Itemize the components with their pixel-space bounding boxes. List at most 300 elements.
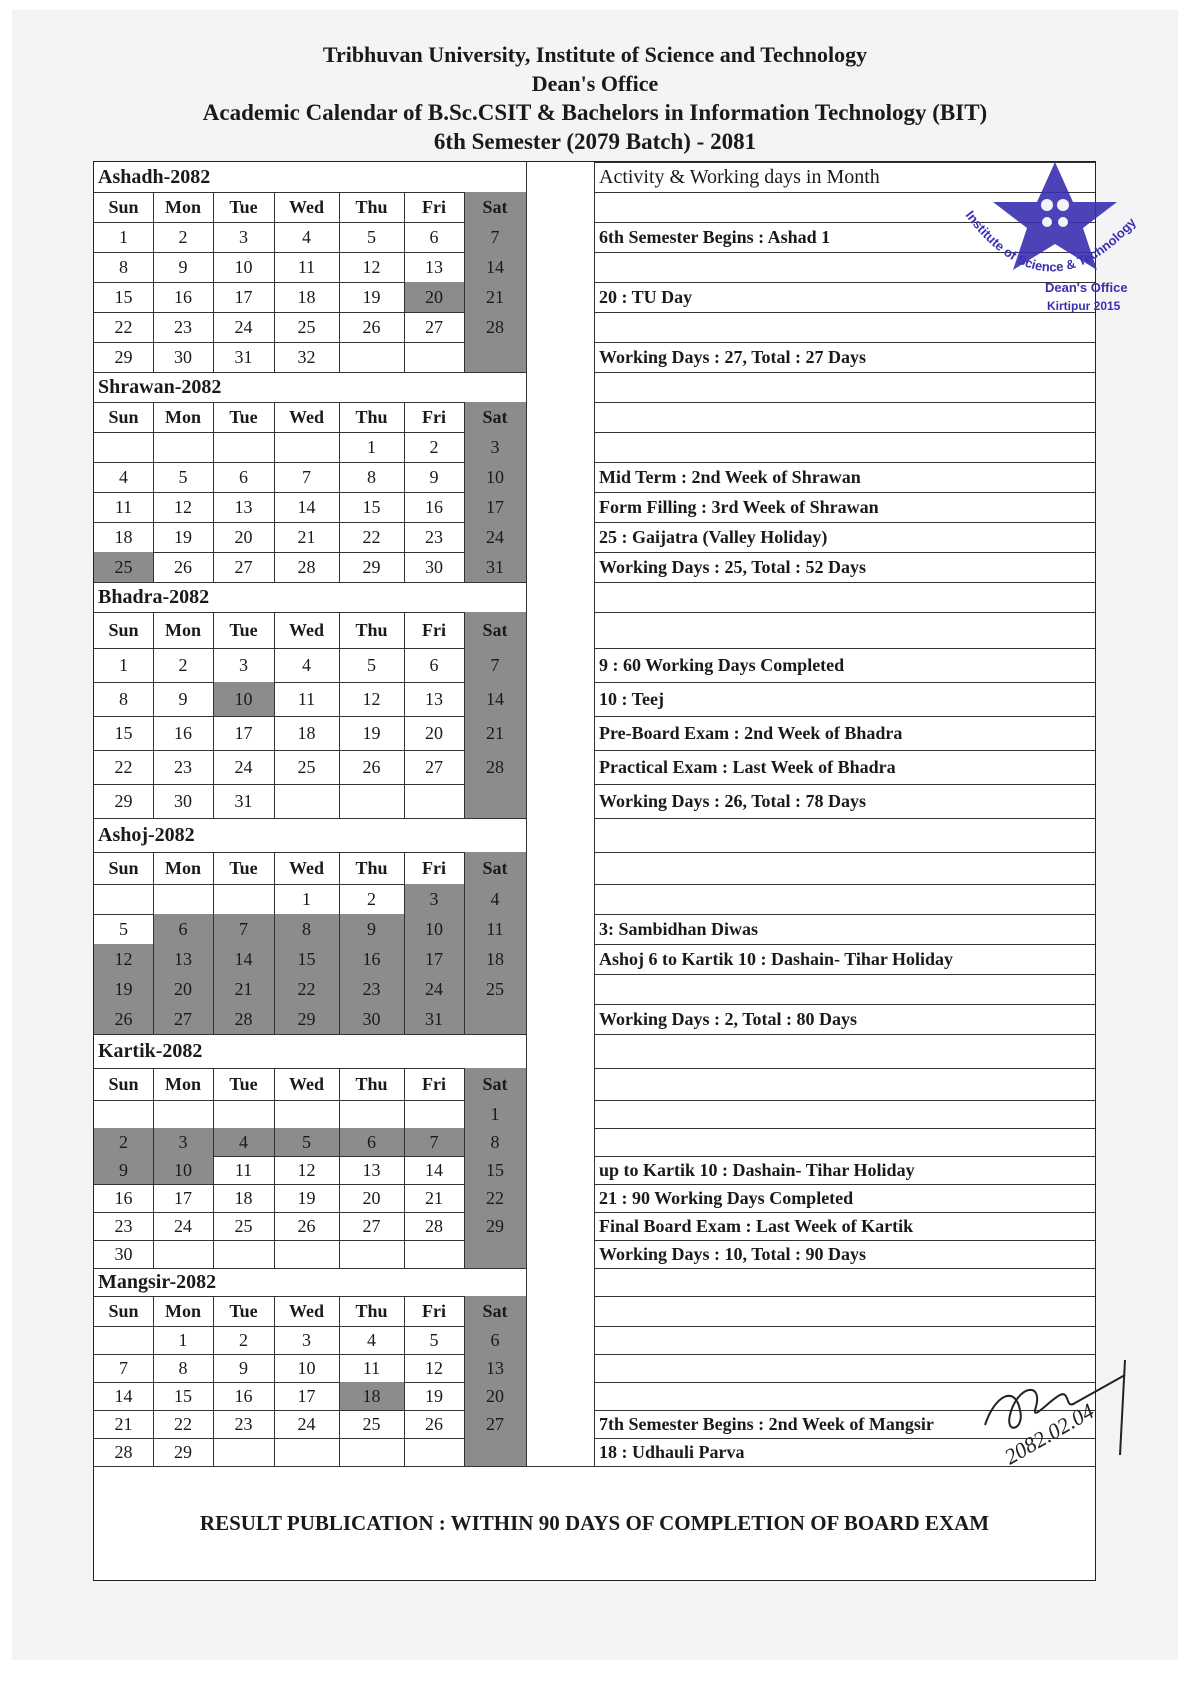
- day-cell: 3: [302, 1329, 311, 1350]
- day-cell: 19: [174, 526, 192, 547]
- grid-line: [274, 192, 275, 372]
- day-cell: 30: [339, 1004, 404, 1034]
- day-cell: 16: [234, 1385, 253, 1406]
- day-cell: 1: [464, 1100, 526, 1128]
- day-cell: 1: [302, 888, 311, 909]
- day-cell: 5: [274, 1128, 339, 1156]
- activity-text: 10 : Teej: [599, 688, 664, 709]
- day-cell: 3: [239, 654, 248, 675]
- deans-office-stamp: [935, 160, 1175, 330]
- day-cell: 21: [213, 974, 274, 1004]
- day-header-fri: Fri: [422, 406, 446, 427]
- day-cell: [94, 1326, 153, 1354]
- day-cell: 1: [119, 226, 128, 247]
- day-cell: 22: [114, 756, 133, 777]
- day-cell: 18: [297, 722, 316, 743]
- day-cell: 17: [297, 1385, 316, 1406]
- day-cell: 24: [404, 974, 464, 1004]
- day-cell: 11: [234, 1159, 253, 1180]
- day-cell: [274, 1438, 339, 1466]
- day-cell: 8: [119, 688, 128, 709]
- grid-line: [274, 1068, 275, 1268]
- day-cell: 14: [425, 1159, 443, 1180]
- day-cell: 14: [213, 944, 274, 974]
- activity-text: Mid Term : 2nd Week of Shrawan: [599, 466, 861, 487]
- day-cell: 26: [94, 1004, 153, 1034]
- day-cell: 3: [153, 1128, 213, 1156]
- grid-line: [594, 818, 1095, 819]
- day-cell: 22: [362, 526, 381, 547]
- day-cell: 10: [297, 1357, 316, 1378]
- grid-line: [94, 1466, 1095, 1467]
- activity-text: Working Days : 2, Total : 80 Days: [599, 1008, 858, 1029]
- day-cell: 9: [178, 688, 188, 709]
- grid-line: [404, 1296, 405, 1466]
- academic-calendar-table: [93, 161, 1099, 1581]
- day-cell: 18: [234, 1187, 253, 1208]
- month-title: Shrawan-2082: [98, 375, 222, 398]
- day-cell: 10: [153, 1156, 213, 1184]
- day-cell: 20: [425, 722, 443, 743]
- activity-text: Working Days : 25, Total : 52 Days: [599, 556, 867, 577]
- grid-line: [464, 1068, 465, 1268]
- day-header-wed: Wed: [288, 1073, 324, 1094]
- day-header-mon: Mon: [165, 406, 201, 427]
- day-cell: 25: [234, 1215, 253, 1236]
- day-cell: 30: [174, 346, 192, 367]
- day-header-thu: Thu: [355, 196, 388, 217]
- activity-text: 25 : Gaijatra (Valley Holiday): [599, 526, 828, 547]
- day-cell: 24: [297, 1413, 316, 1434]
- day-cell: 18: [114, 526, 133, 547]
- grid-line: [594, 682, 1095, 683]
- day-cell: 7: [119, 1357, 128, 1378]
- day-cell: 25: [464, 974, 526, 1004]
- day-cell: 11: [114, 496, 133, 517]
- day-cell: 28: [114, 1441, 133, 1462]
- day-header-sun: Sun: [108, 196, 139, 217]
- day-cell: 12: [297, 1159, 316, 1180]
- day-header-sun: Sun: [108, 406, 139, 427]
- day-header-sun: Sun: [108, 619, 139, 640]
- grid-line: [153, 192, 154, 372]
- day-header-wed: Wed: [288, 619, 324, 640]
- grid-line: [404, 402, 405, 582]
- day-cell: 10: [464, 462, 526, 492]
- stamp-place: Kirtipur 2015: [1047, 299, 1121, 313]
- grid-line: [594, 432, 1095, 433]
- day-cell: 13: [234, 496, 253, 517]
- day-cell: 22: [464, 1184, 526, 1212]
- day-header-tue: Tue: [229, 196, 258, 217]
- grid-line: [594, 852, 1095, 853]
- day-header-thu: Thu: [355, 1073, 388, 1094]
- grid-line: [526, 192, 527, 372]
- day-cell: 5: [367, 654, 376, 675]
- grid-line: [594, 582, 1095, 583]
- day-cell: 19: [94, 974, 153, 1004]
- day-cell: 13: [362, 1159, 381, 1180]
- day-cell: [464, 342, 526, 372]
- grid-line: [464, 192, 465, 372]
- grid-line: [153, 612, 154, 818]
- day-cell: [339, 1240, 404, 1268]
- day-cell: [213, 884, 274, 914]
- grid-line: [594, 1268, 1095, 1269]
- day-header-mon: Mon: [165, 857, 201, 878]
- day-cell: 28: [464, 750, 526, 784]
- activity-text: Final Board Exam : Last Week of Kartik: [599, 1215, 914, 1236]
- day-cell: 12: [425, 1357, 443, 1378]
- day-cell: 2: [239, 1329, 248, 1350]
- day-cell: 29: [114, 790, 133, 811]
- day-cell: [274, 1100, 339, 1128]
- day-cell: 15: [174, 1385, 192, 1406]
- day-cell: 6: [429, 226, 439, 247]
- day-cell: 20: [464, 1382, 526, 1410]
- month-title: Ashoj-2082: [98, 823, 195, 846]
- day-cell: [153, 1100, 213, 1128]
- grid-line: [526, 1068, 527, 1268]
- day-cell: [339, 1100, 404, 1128]
- day-cell: [404, 342, 464, 372]
- day-cell: 20: [153, 974, 213, 1004]
- day-header-sat: Sat: [464, 1068, 526, 1100]
- grid-line: [594, 1034, 1095, 1035]
- day-cell: [213, 432, 274, 462]
- day-cell: 32: [297, 346, 316, 367]
- grid-line: [526, 612, 527, 818]
- day-cell: 24: [234, 756, 253, 777]
- day-cell: [213, 1100, 274, 1128]
- day-cell: 6: [339, 1128, 404, 1156]
- day-cell: 4: [302, 654, 311, 675]
- day-cell: 9: [239, 1357, 248, 1378]
- day-cell: 19: [362, 286, 381, 307]
- activity-text: up to Kartik 10 : Dashain- Tihar Holiday: [599, 1159, 915, 1180]
- day-cell: 31: [234, 790, 253, 811]
- day-cell: 9: [178, 256, 188, 277]
- grid-line: [594, 1128, 1095, 1129]
- day-cell: 11: [464, 914, 526, 944]
- grid-line: [594, 162, 595, 1466]
- day-cell: 3: [464, 432, 526, 462]
- day-cell: 25: [362, 1413, 381, 1434]
- day-cell: 29: [174, 1441, 192, 1462]
- day-cell: 29: [362, 556, 381, 577]
- university-title: Tribhuvan University, Institute of Science and Technology: [322, 42, 868, 67]
- day-cell: 26: [362, 756, 381, 777]
- day-cell: 28: [464, 312, 526, 342]
- day-header-wed: Wed: [288, 1300, 324, 1321]
- day-cell: 1: [367, 436, 376, 457]
- day-cell: 4: [213, 1128, 274, 1156]
- day-header-mon: Mon: [165, 1300, 201, 1321]
- document-header: [0, 40, 1190, 156]
- grid-line: [213, 192, 214, 372]
- day-cell: 21: [114, 1413, 133, 1434]
- day-cell: 15: [114, 286, 133, 307]
- day-cell: 11: [362, 1357, 381, 1378]
- grid-line: [153, 1068, 154, 1268]
- day-cell: 25: [297, 316, 316, 337]
- day-header-sat: Sat: [464, 1296, 526, 1326]
- day-cell: 14: [464, 252, 526, 282]
- day-cell: 2: [94, 1128, 153, 1156]
- day-cell: 6: [153, 914, 213, 944]
- day-cell: 21: [464, 716, 526, 750]
- grid-line: [526, 162, 527, 192]
- day-cell: 14: [297, 496, 316, 517]
- day-header-tue: Tue: [229, 1073, 258, 1094]
- day-header-mon: Mon: [165, 619, 201, 640]
- day-cell: 16: [425, 496, 443, 517]
- activity-text: 7th Semester Begins : 2nd Week of Mangsir: [599, 1413, 934, 1434]
- day-cell: 15: [114, 722, 133, 743]
- grid-line: [274, 612, 275, 818]
- activity-text: Working Days : 26, Total : 78 Days: [599, 790, 867, 811]
- day-cell: 27: [153, 1004, 213, 1034]
- day-cell: 23: [425, 526, 443, 547]
- day-cell: 16: [339, 944, 404, 974]
- activity-text: 18 : Udhauli Parva: [599, 1441, 745, 1462]
- day-header-sat: Sat: [464, 852, 526, 884]
- day-cell: 30: [425, 556, 443, 577]
- day-cell: 17: [404, 944, 464, 974]
- day-cell: 23: [234, 1413, 253, 1434]
- stamp-text: Institute of Science & Technology: [962, 207, 1139, 275]
- day-cell: 9: [94, 1156, 153, 1184]
- day-cell: 18: [297, 286, 316, 307]
- month-title: Kartik-2082: [98, 1039, 203, 1062]
- day-cell: 25: [297, 756, 316, 777]
- day-header-sat: Sat: [464, 402, 526, 432]
- day-cell: 25: [94, 552, 153, 582]
- day-cell: 7: [404, 1128, 464, 1156]
- activity-text: Working Days : 27, Total : 27 Days: [599, 346, 867, 367]
- day-cell: 10: [213, 682, 274, 716]
- day-cell: 19: [425, 1385, 443, 1406]
- day-cell: 22: [274, 974, 339, 1004]
- grid-line: [526, 852, 527, 1034]
- day-cell: 9: [429, 466, 439, 487]
- day-header-wed: Wed: [288, 196, 324, 217]
- signature-date: 2082.02.04: [1000, 1398, 1099, 1470]
- grid-line: [404, 852, 405, 1034]
- grid-line: [213, 1296, 214, 1466]
- day-cell: [213, 1240, 274, 1268]
- day-header-sun: Sun: [108, 1073, 139, 1094]
- grid-line: [339, 192, 340, 372]
- day-cell: 23: [174, 756, 192, 777]
- day-header-thu: Thu: [355, 857, 388, 878]
- day-cell: 22: [114, 316, 133, 337]
- grid-line: [404, 612, 405, 818]
- day-cell: 28: [425, 1215, 443, 1236]
- day-cell: 7: [464, 222, 526, 252]
- grid-line: [594, 1296, 1095, 1297]
- day-cell: [404, 1100, 464, 1128]
- day-cell: 20: [362, 1187, 381, 1208]
- grid-line: [526, 1296, 527, 1466]
- activity-text: 21 : 90 Working Days Completed: [599, 1187, 854, 1208]
- day-cell: 4: [302, 226, 311, 247]
- day-header-fri: Fri: [422, 619, 446, 640]
- day-header-fri: Fri: [422, 1073, 446, 1094]
- day-header-mon: Mon: [165, 196, 201, 217]
- day-cell: 17: [234, 722, 253, 743]
- day-cell: 8: [119, 256, 128, 277]
- day-cell: 9: [339, 914, 404, 944]
- day-cell: [94, 1100, 153, 1128]
- day-cell: 15: [464, 1156, 526, 1184]
- day-cell: [339, 784, 404, 818]
- day-cell: 26: [362, 316, 381, 337]
- grid-line: [404, 192, 405, 372]
- day-header-fri: Fri: [422, 1300, 446, 1321]
- day-cell: 2: [178, 226, 188, 247]
- day-header-fri: Fri: [422, 857, 446, 878]
- day-cell: 31: [464, 552, 526, 582]
- grid-line: [339, 612, 340, 818]
- day-cell: 21: [297, 526, 316, 547]
- grid-line: [464, 612, 465, 818]
- activity-text: 9 : 60 Working Days Completed: [599, 654, 845, 675]
- day-cell: [339, 1438, 404, 1466]
- day-cell: 6: [239, 466, 248, 487]
- day-cell: 2: [429, 436, 439, 457]
- grid-line: [594, 884, 1095, 885]
- day-cell: [404, 784, 464, 818]
- day-cell: 12: [362, 688, 381, 709]
- day-cell: 26: [174, 556, 192, 577]
- grid-line: [339, 402, 340, 582]
- day-cell: 20: [234, 526, 253, 547]
- result-publication-footer: RESULT PUBLICATION : WITHIN 90 DAYS OF COMPLETION OF BOARD EXAM: [199, 1511, 990, 1535]
- day-cell: [274, 1240, 339, 1268]
- day-header-sat: Sat: [464, 612, 526, 648]
- day-cell: 14: [464, 682, 526, 716]
- day-header-thu: Thu: [355, 406, 388, 427]
- day-cell: 14: [114, 1385, 133, 1406]
- day-cell: 3: [404, 884, 464, 914]
- day-cell: [94, 884, 153, 914]
- day-cell: 28: [213, 1004, 274, 1034]
- day-cell: 4: [119, 466, 128, 487]
- day-cell: [274, 784, 339, 818]
- day-cell: 8: [367, 466, 376, 487]
- day-cell: [404, 1240, 464, 1268]
- day-cell: 21: [425, 1187, 443, 1208]
- day-cell: [153, 432, 213, 462]
- day-cell: 30: [174, 790, 192, 811]
- day-cell: 8: [464, 1128, 526, 1156]
- day-cell: 10: [234, 256, 253, 277]
- day-cell: 18: [464, 944, 526, 974]
- day-cell: 15: [362, 496, 381, 517]
- day-cell: 23: [339, 974, 404, 1004]
- day-cell: [153, 884, 213, 914]
- day-cell: 27: [362, 1215, 381, 1236]
- day-cell: 27: [464, 1410, 526, 1438]
- day-cell: 6: [429, 654, 439, 675]
- grid-line: [153, 852, 154, 1034]
- day-header-sun: Sun: [108, 1300, 139, 1321]
- day-cell: 13: [464, 1354, 526, 1382]
- day-cell: 27: [425, 756, 443, 777]
- calendar-title: Academic Calendar of B.Sc.CSIT & Bachelors in Information Technology (BIT): [202, 100, 988, 125]
- day-cell: 7: [302, 466, 311, 487]
- grid-line: [594, 1068, 1095, 1069]
- grid-line: [339, 1068, 340, 1268]
- day-header-sun: Sun: [108, 857, 139, 878]
- day-cell: 5: [178, 466, 188, 487]
- day-cell: 29: [114, 346, 133, 367]
- grid-line: [339, 1296, 340, 1466]
- activity-text: Working Days : 10, Total : 90 Days: [599, 1243, 867, 1264]
- day-cell: 24: [464, 522, 526, 552]
- day-header-wed: Wed: [288, 857, 324, 878]
- day-cell: 20: [404, 282, 464, 312]
- day-cell: [464, 1438, 526, 1466]
- grid-line: [339, 852, 340, 1034]
- day-header-tue: Tue: [229, 406, 258, 427]
- day-header-fri: Fri: [422, 196, 446, 217]
- grid-line: [526, 372, 527, 402]
- grid-line: [594, 1100, 1095, 1101]
- day-cell: [213, 1438, 274, 1466]
- day-cell: 5: [367, 226, 376, 247]
- grid-line: [464, 1296, 465, 1466]
- day-cell: 15: [274, 944, 339, 974]
- day-cell: 13: [153, 944, 213, 974]
- day-cell: 18: [339, 1382, 404, 1410]
- day-cell: 17: [234, 286, 253, 307]
- day-cell: 31: [234, 346, 253, 367]
- day-cell: 21: [464, 282, 526, 312]
- day-cell: 23: [114, 1215, 133, 1236]
- day-cell: 3: [239, 226, 248, 247]
- day-cell: 7: [464, 648, 526, 682]
- day-header-thu: Thu: [355, 619, 388, 640]
- day-cell: 8: [274, 914, 339, 944]
- month-title: Ashadh-2082: [98, 165, 211, 188]
- day-cell: 6: [464, 1326, 526, 1354]
- grid-line: [594, 1326, 1095, 1327]
- grid-line: [594, 402, 1095, 403]
- activity-text: 20 : TU Day: [599, 286, 693, 307]
- activity-text: 3: Sambidhan Diwas: [599, 918, 759, 939]
- grid-line: [526, 1034, 527, 1068]
- day-cell: 19: [297, 1187, 316, 1208]
- day-cell: 4: [464, 884, 526, 914]
- grid-line: [213, 852, 214, 1034]
- day-cell: 24: [174, 1215, 192, 1236]
- day-cell: 5: [119, 918, 128, 939]
- day-cell: [464, 1240, 526, 1268]
- day-header-thu: Thu: [355, 1300, 388, 1321]
- day-cell: 1: [119, 654, 128, 675]
- activity-text: Pre-Board Exam : 2nd Week of Bhadra: [599, 722, 903, 743]
- day-cell: [339, 342, 404, 372]
- day-cell: 2: [367, 888, 376, 909]
- day-header-tue: Tue: [229, 857, 258, 878]
- day-cell: 12: [174, 496, 192, 517]
- grid-line: [526, 1268, 527, 1296]
- month-title: Mangsir-2082: [98, 1270, 217, 1293]
- grid-line: [213, 612, 214, 818]
- day-cell: 29: [464, 1212, 526, 1240]
